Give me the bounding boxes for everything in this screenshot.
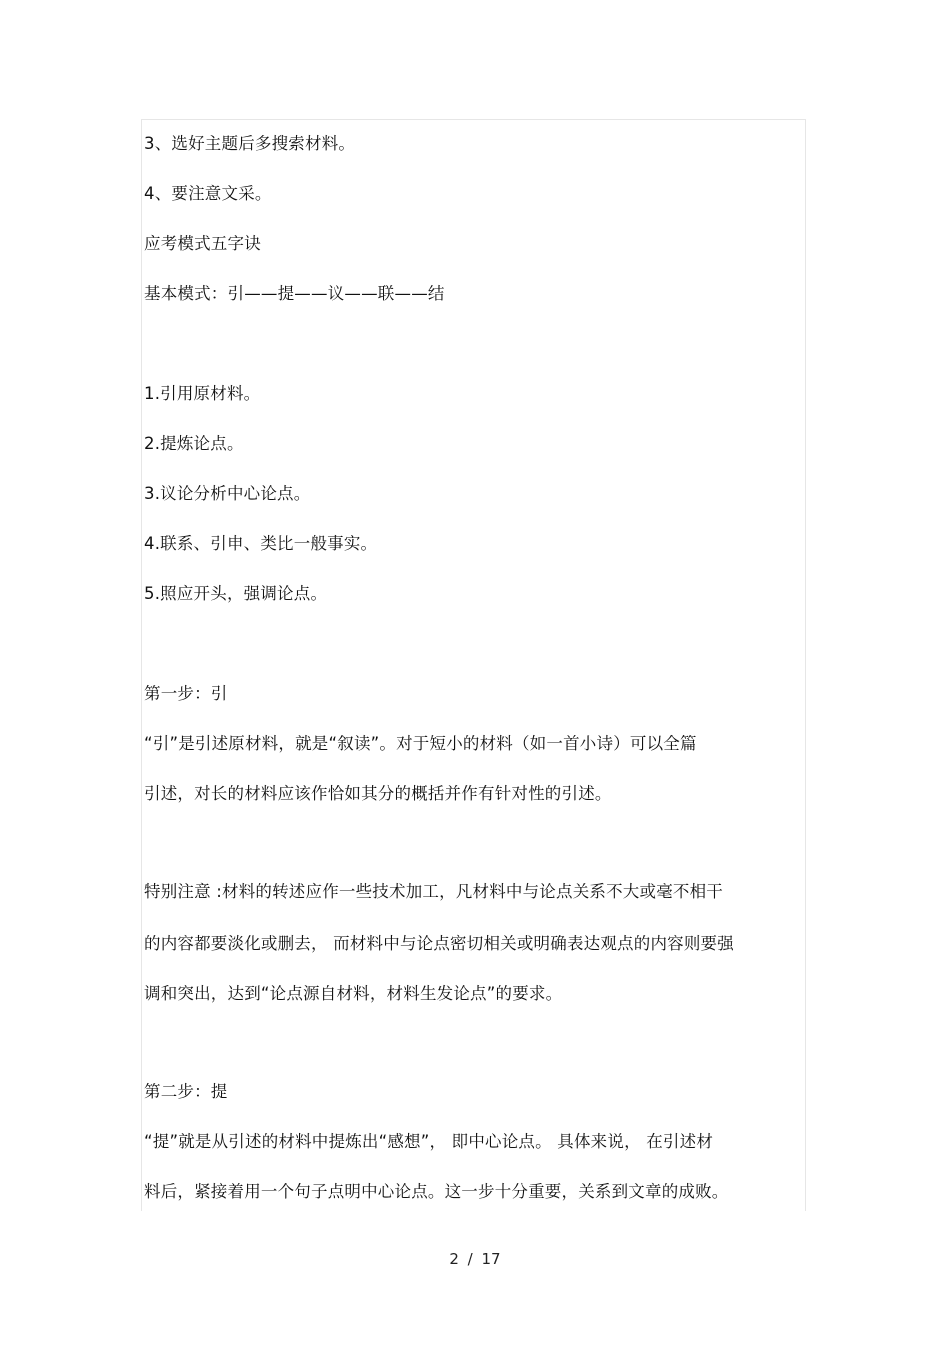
paragraph-line: 调和突出，达到“论点源自材料，材料生发论点”的要求。 [144,984,563,1003]
section-heading-exam-mode: 应考模式五字诀 [144,234,261,253]
step-heading-2: 第二步：提 [144,1082,228,1101]
paragraph-line: “引”是引述原材料，就是“叙读”。对于短小的材料（如一首小诗）可以全篇 [144,734,697,753]
paragraph-line: 的内容都要淡化或删去， 而材料中与论点密切相关或明确表达观点的内容则要强 [144,934,734,953]
paragraph-line: “提”就是从引述的材料中提炼出“感想”， 即中心论点。 具体来说， 在引述材 [144,1132,714,1151]
list-item-4: 4.联系、引申、类比一般事实。 [144,534,378,553]
list-item-3: 3.议论分析中心论点。 [144,484,311,503]
text-line-select-topic: 3、选好主题后多搜索材料。 [144,134,356,153]
page-number: 2 / 17 [449,1250,501,1268]
paragraph-line: 引述，对长的材料应该作恰如其分的概括并作有针对性的引述。 [144,784,612,803]
text-line-basic-mode: 基本模式：引——提——议——联——结 [144,284,445,303]
step-heading-1: 第一步：引 [144,684,228,703]
list-item-5: 5.照应开头，强调论点。 [144,584,328,603]
paragraph-line: 特别注意 :材料的转述应作一些技术加工，凡材料中与论点关系不大或毫不相干 [144,882,724,901]
text-line-literary-style: 4、要注意文采。 [144,184,272,203]
list-item-1: 1.引用原材料。 [144,384,261,403]
list-item-2: 2.提炼论点。 [144,434,244,453]
paragraph-line: 料后，紧接着用一个句子点明中心论点。这一步十分重要，关系到文章的成败。 [144,1182,729,1201]
